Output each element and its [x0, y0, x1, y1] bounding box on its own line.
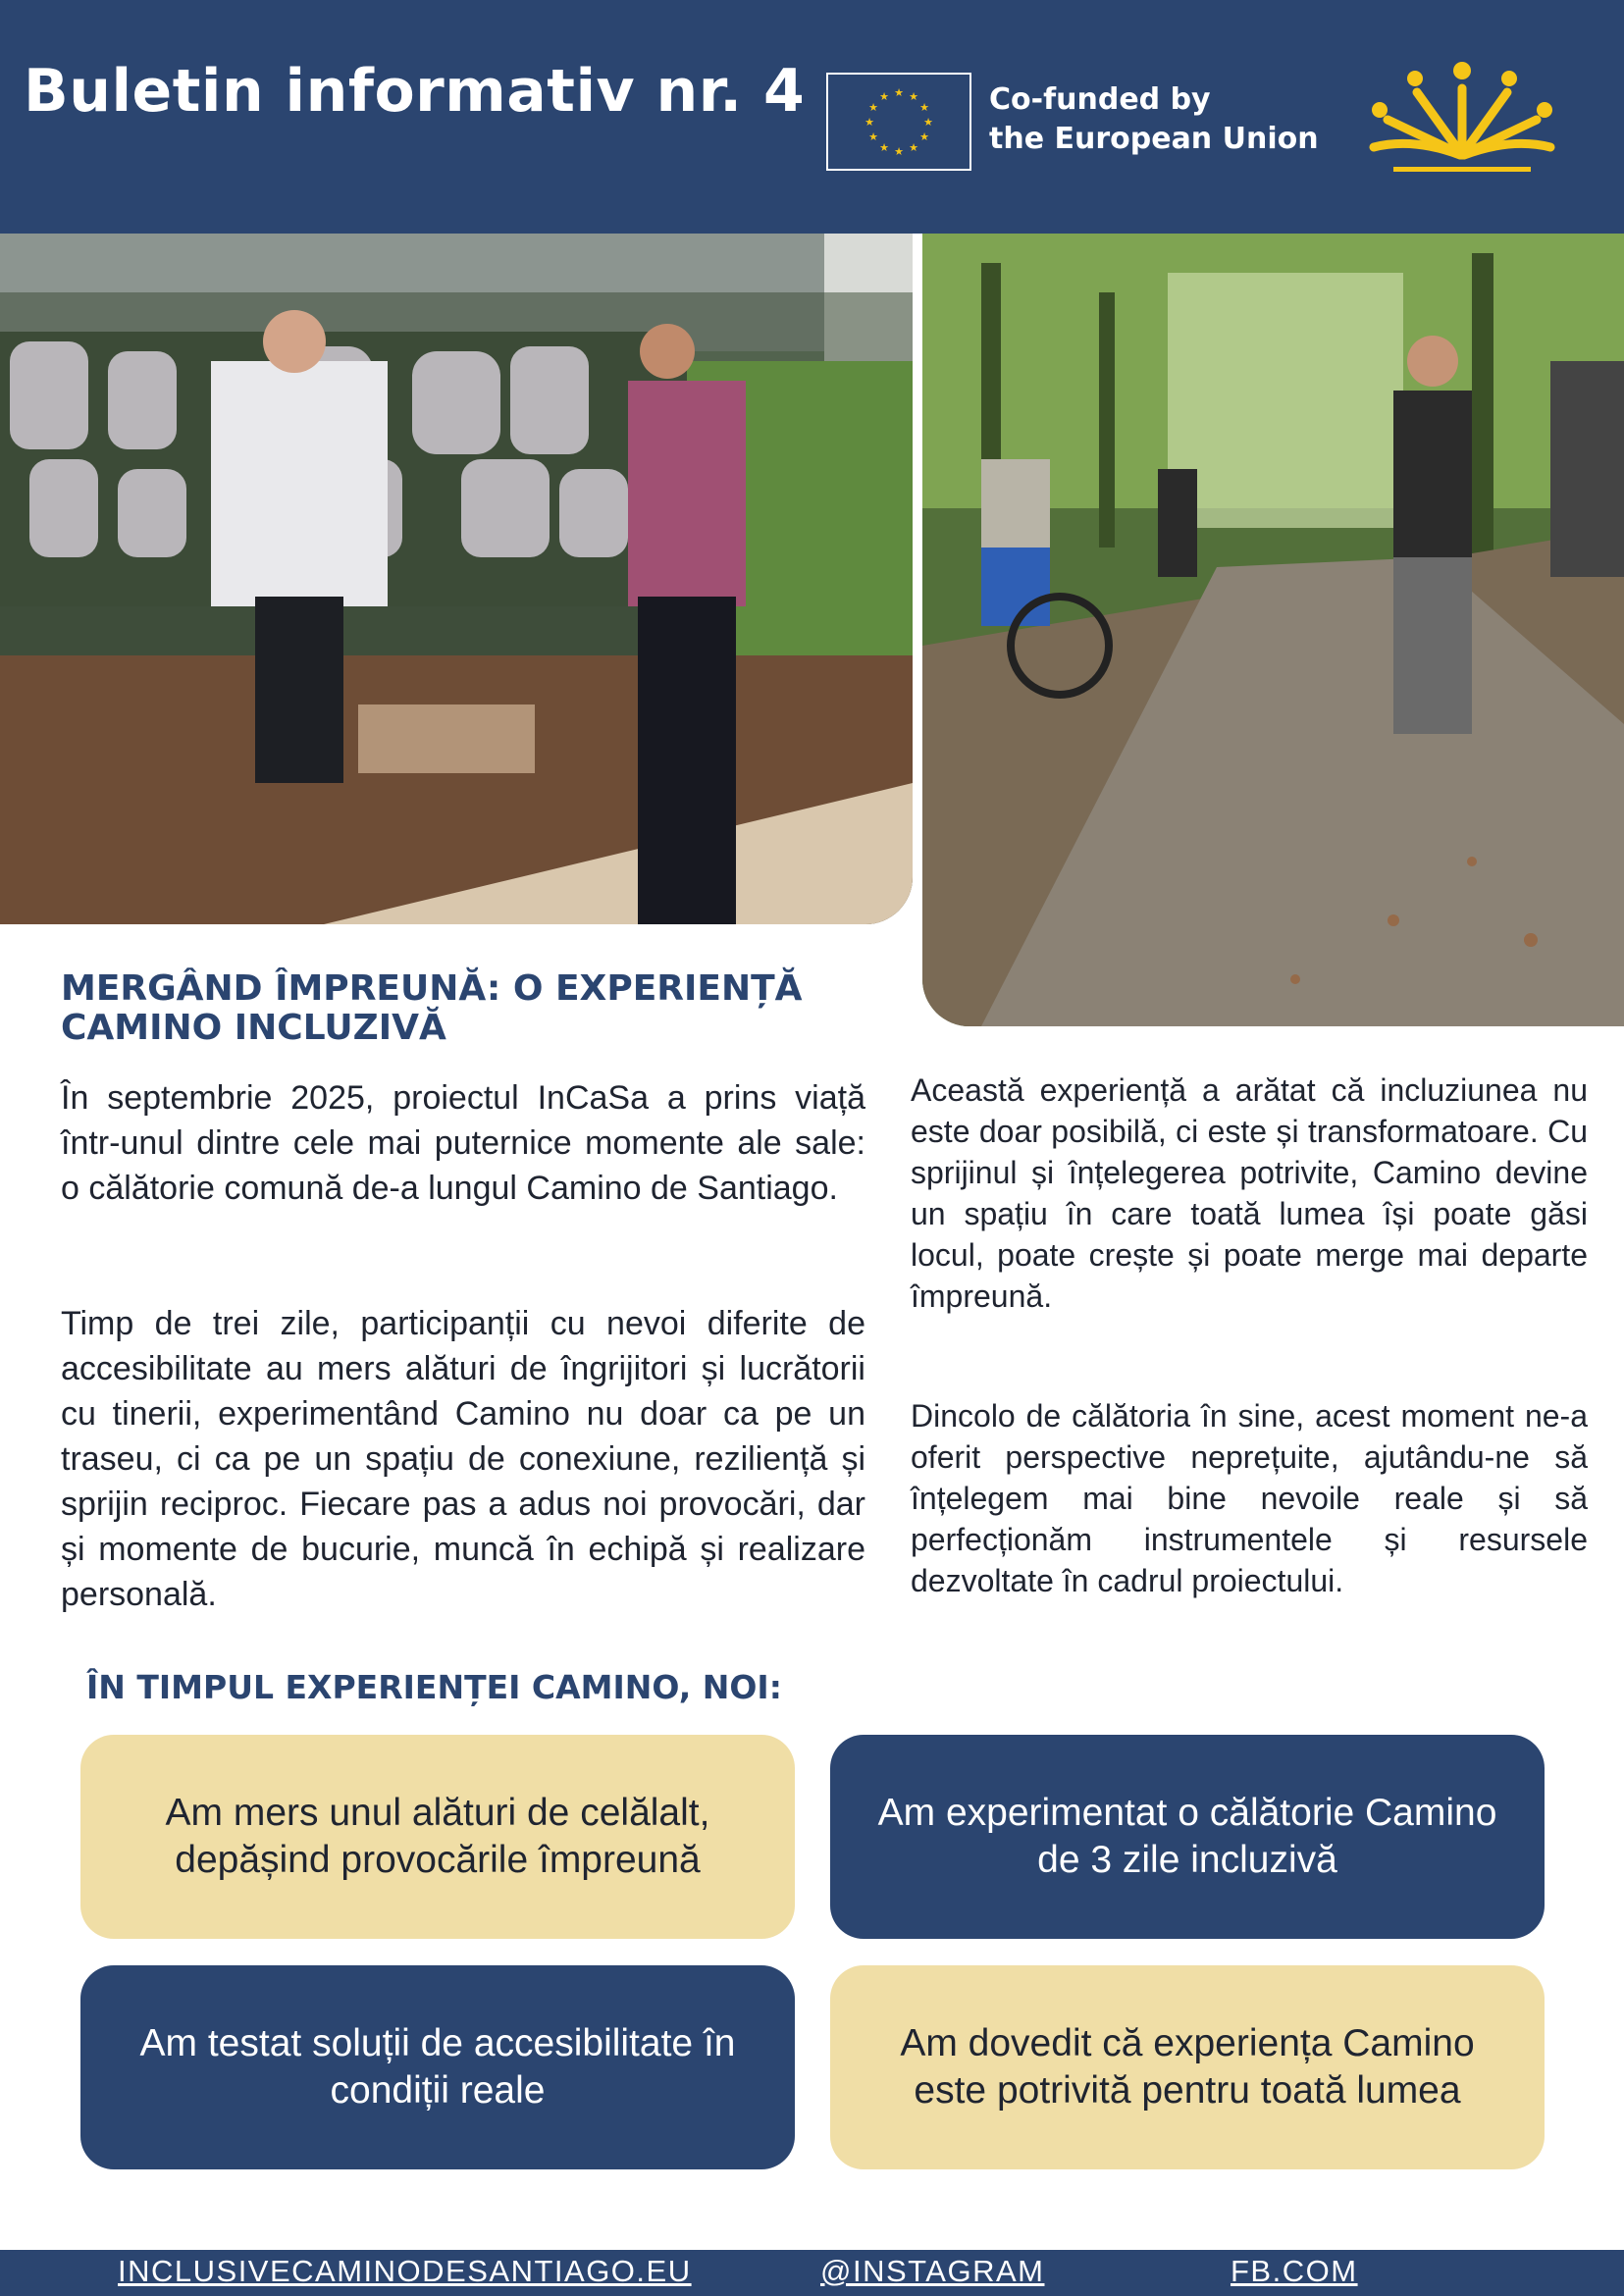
- eu-funding-label: [989, 80, 1319, 159]
- photo-group-at-sign: [0, 234, 913, 924]
- facebook-link[interactable]: FB.COM: [1231, 2254, 1358, 2288]
- trail-photo-icon: [922, 234, 1624, 1026]
- eu-star-icon: ★: [868, 131, 878, 143]
- instagram-link[interactable]: @INSTAGRAM: [820, 2254, 1045, 2288]
- eu-funding-line1: Co-funded by: [989, 82, 1211, 117]
- website-link[interactable]: INCLUSIVECAMINODESANTIAGO.EU: [118, 2254, 692, 2288]
- footer-bar: [0, 2250, 1624, 2296]
- highlights-heading: ÎN TIMPUL EXPERIENȚEI CAMINO, NOI:: [86, 1668, 782, 1706]
- photo-trail-walk: [922, 234, 1624, 1026]
- eu-star-icon: ★: [894, 146, 904, 158]
- highlight-card: [80, 1965, 795, 2169]
- article-paragraph-4: Dincolo de călătoria în sine, acest moment ne-a oferit perspective neprețuite, ajutându-ne să înțelegem mai bine nevoile reale și să perfecționăm instrumentele și resursele dezvoltate în cadrul proiectului.: [911, 1398, 1588, 1598]
- highlight-card-text: Am mers unul alături de celălalt, depășind provocările împreună: [165, 1792, 710, 1881]
- article-paragraph-2: Timp de trei zile, participanții cu nevoi diferite de accesibilitate au mers alături de îngrijitori și lucrătorii cu tinerii, experimentând Camino nu doar ca pe un traseu, ci ca pe un spațiu de conexiune, reziliență și sprijin reciproc. Fiecare pas a adus noi provocări, dar și momente de bucurie, muncă în echipă și realizare personală.: [61, 1305, 865, 1613]
- eu-star-icon: ★: [879, 142, 889, 154]
- eu-star-icon: ★: [894, 87, 904, 99]
- eu-star-icon: ★: [909, 91, 918, 103]
- article-paragraph-1: În septembrie 2025, proiectul InCaSa a prins viață într-unul dintre cele mai puternice momente ale sale: o călătorie comună de-a lungul Camino de Santiago.: [61, 1079, 865, 1207]
- eu-star-icon: ★: [919, 102, 929, 114]
- group-photo-icon: [0, 234, 913, 924]
- highlight-card-text: Am dovedit că experiența Camino este potrivită pentru toată lumea: [900, 2022, 1475, 2112]
- highlight-card-text: Am experimentat o călătorie Camino de 3 zile incluzivă: [877, 1792, 1497, 1881]
- article-heading: MERGÂND ÎMPREUNĂ: O EXPERIENȚĂ CAMINO INCLUZIVĂ: [61, 968, 803, 1048]
- eu-star-icon: ★: [879, 91, 889, 103]
- project-logo-icon: [1354, 49, 1570, 186]
- eu-star-icon: ★: [864, 117, 874, 129]
- eu-star-icon: ★: [909, 142, 918, 154]
- eu-funding-line2: the European Union: [989, 122, 1319, 156]
- highlight-card-text: Am testat soluții de accesibilitate în condiții reale: [139, 2022, 736, 2112]
- eu-star-icon: ★: [868, 102, 878, 114]
- highlight-card: [830, 1735, 1545, 1939]
- highlight-card: [80, 1735, 795, 1939]
- eu-star-icon: ★: [923, 117, 933, 129]
- header-banner: [0, 0, 1624, 234]
- article-paragraph-3: Această experiență a arătat că incluziunea nu este doar posibilă, ci este și transformatoare. Cu sprijinul și înțelegerea potrivite, Camino devine un spațiu în care toată lumea își poate găsi locul, poate crește și poate merge mai departe împreună.: [911, 1072, 1588, 1314]
- eu-flag-icon: [826, 73, 971, 171]
- newsletter-title: Buletin informativ nr. 4: [24, 57, 806, 126]
- highlight-card: [830, 1965, 1545, 2169]
- eu-star-icon: ★: [919, 131, 929, 143]
